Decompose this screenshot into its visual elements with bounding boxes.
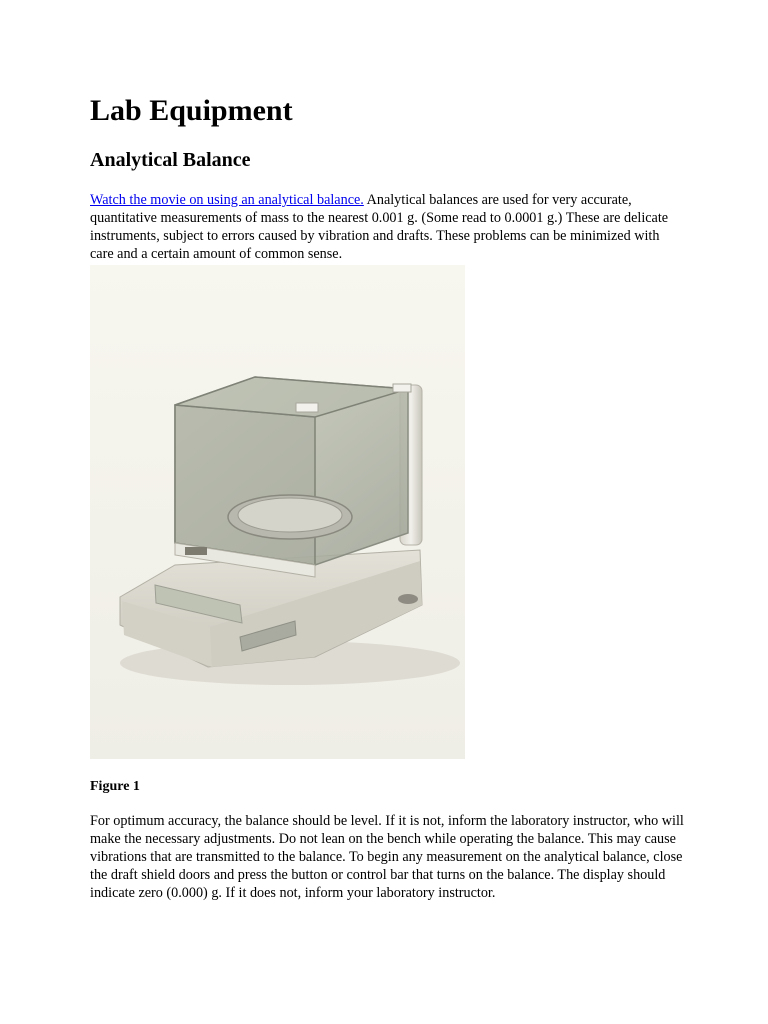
intro-text: Analytical balances are used for very accurate, quantitative measurements of mass to the nearest 0.001 g. (Some read to 0.0001 g.) These are delicate instruments, subject to errors caused by vibration and drafts. These problems can be minimized with care and a certain amount of common sense. — [90, 192, 669, 262]
figure-caption: Figure 1 — [90, 779, 140, 794]
movie-link[interactable]: Watch the movie on using an analytical balance. — [90, 192, 364, 208]
page-title: Lab Equipment — [90, 94, 293, 127]
body-paragraph: For optimum accuracy, the balance should be level. If it is not, inform the laboratory instructor, who will make the necessary adjustments. Do not lean on the bench while operating the balance. This may cause vibrations that are transmitted to the balance. To begin any measurement on the analytical balance, close the draft shield doors and press the button or control bar that turns on the balance. The display should indicate zero (0.000) g. If it does not, inform your laboratory instructor. — [90, 813, 684, 901]
section-heading: Analytical Balance — [90, 149, 251, 171]
analytical-balance-photo — [90, 265, 465, 759]
intro-paragraph — [90, 191, 686, 263]
analytical-balance-illustration — [90, 265, 465, 759]
